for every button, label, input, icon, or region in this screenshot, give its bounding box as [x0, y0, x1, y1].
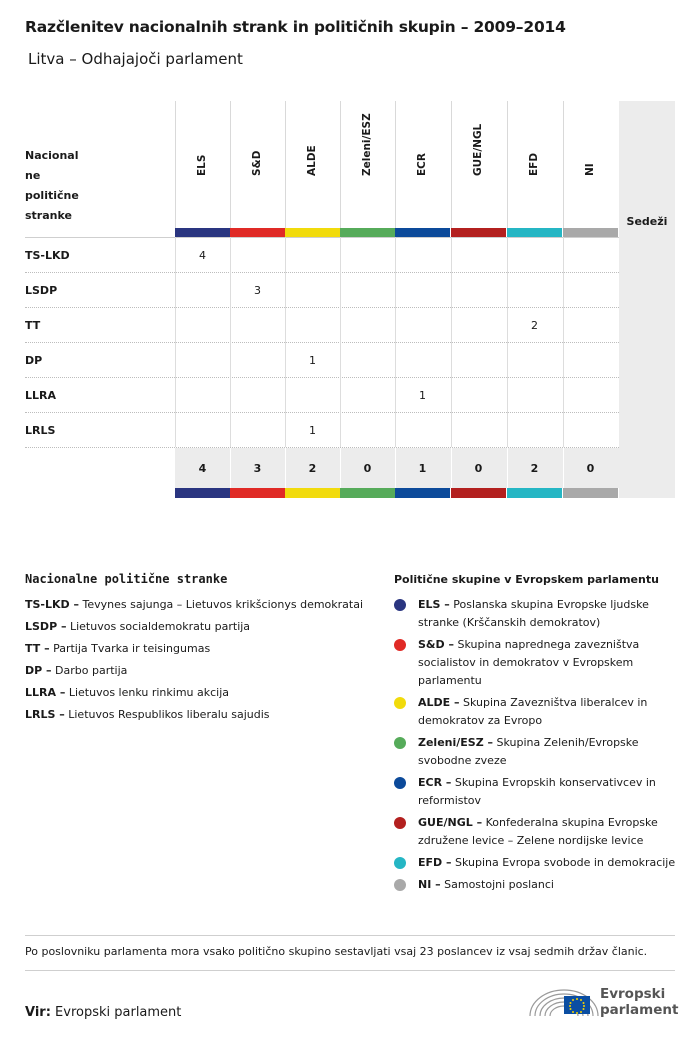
party-full-name: Tevynes sajunga – Lietuvos krikšcionys demokratai — [79, 598, 364, 611]
group-abbreviation: Zeleni/ESZ – — [418, 736, 494, 749]
group-legend-item — [394, 694, 684, 730]
group-color-bar-bottom — [451, 488, 506, 498]
party-row-label: LSDP — [25, 284, 58, 297]
party-full-name: Partija Tvarka ir teisingumas — [49, 642, 211, 655]
party-row-label: TT — [25, 319, 41, 332]
column-divider — [285, 237, 286, 447]
row-divider — [25, 377, 675, 378]
column-divider — [340, 237, 341, 447]
party-row-label: LRLS — [25, 424, 56, 437]
group-color-bar-bottom — [563, 488, 618, 498]
party-legend-item — [25, 686, 229, 699]
row-divider — [25, 412, 675, 413]
group-abbreviation: EFD – — [418, 856, 452, 869]
group-color-bar — [507, 228, 562, 237]
column-divider — [230, 448, 231, 488]
group-legend-item — [394, 854, 684, 872]
party-abbreviation: LLRA – — [25, 686, 66, 699]
divider — [25, 935, 675, 936]
column-divider — [395, 237, 396, 447]
row-divider — [25, 342, 675, 343]
group-color-dot — [394, 697, 406, 709]
group-abbreviation: NI – — [418, 878, 441, 891]
party-abbreviation: TT – — [25, 642, 50, 655]
column-divider — [451, 237, 452, 447]
group-color-bar-bottom — [285, 488, 340, 498]
party-abbreviation: LSDP – — [25, 620, 67, 633]
column-divider — [230, 237, 231, 447]
group-color-bar — [395, 228, 450, 237]
group-full-name: Skupina Evropskih konservativcev in reformistov — [418, 776, 656, 807]
group-column-label: NI — [584, 163, 596, 176]
party-row-label: TS-LKD — [25, 249, 70, 262]
group-column-label: EFD — [528, 152, 540, 176]
group-full-name: Skupina Evropa svobode in demokracije — [451, 856, 676, 869]
party-row-label: DP — [25, 354, 43, 367]
group-total-cell: 2 — [530, 462, 539, 475]
group-full-name: Samostojni poslanci — [440, 878, 554, 891]
group-color-dot — [394, 639, 406, 651]
group-total-cell: 3 — [253, 462, 262, 475]
group-abbreviation: ELS – — [418, 598, 450, 611]
group-color-bar — [451, 228, 506, 237]
group-color-dot — [394, 857, 406, 869]
group-color-bar-bottom — [507, 488, 562, 498]
group-column-label: ECR — [416, 153, 428, 176]
group-color-bar — [340, 228, 395, 237]
divider — [25, 970, 675, 971]
group-column-label: GUE/NGL — [472, 123, 484, 176]
column-divider — [175, 237, 176, 447]
group-total-cell: 4 — [198, 462, 207, 475]
group-color-bar — [285, 228, 340, 237]
group-total-cell: 0 — [474, 462, 483, 475]
seats-column-background — [619, 101, 675, 498]
group-column-label: ELS — [196, 154, 208, 176]
group-color-dot — [394, 777, 406, 789]
group-column-label: ALDE — [306, 145, 318, 176]
party-legend-item — [25, 620, 250, 633]
group-color-bar-bottom — [230, 488, 285, 498]
footnote: Po poslovniku parlamenta mora vsako politično skupino sestavljati vsaj 23 poslancev iz vsaj sedmih držav članic. — [25, 945, 648, 958]
column-divider — [451, 448, 452, 488]
group-color-dot — [394, 599, 406, 611]
group-column-header — [285, 101, 340, 228]
national-parties-legend-title: Nacionalne politične stranke — [25, 572, 228, 586]
group-full-name: Skupina Zelenih/Evropske svobodne zveze — [418, 736, 639, 767]
column-divider — [340, 448, 341, 488]
party-abbreviation: DP – — [25, 664, 52, 677]
group-column-header — [175, 101, 230, 228]
party-abbreviation: LRLS – — [25, 708, 65, 721]
group-color-dot — [394, 737, 406, 749]
group-color-dot — [394, 879, 406, 891]
row-divider — [25, 272, 675, 273]
group-color-bar-bottom — [340, 488, 395, 498]
group-total-cell: 2 — [308, 462, 317, 475]
group-legend-item — [394, 774, 684, 810]
party-full-name: Lietuvos Respublikos liberalu sajudis — [64, 708, 270, 721]
group-full-name: Poslanska skupina Evropske ljudske stranke (Krščanskih demokratov) — [418, 598, 649, 629]
group-column-header — [395, 101, 450, 228]
party-row-label: LLRA — [25, 389, 57, 402]
group-total-cell: 0 — [363, 462, 372, 475]
page-subtitle: Litva – Odhajajoči parlament — [28, 50, 243, 68]
group-legend-item — [394, 636, 684, 690]
group-abbreviation: ALDE – — [418, 696, 460, 709]
group-column-header — [340, 101, 395, 228]
party-legend-item — [25, 598, 363, 611]
group-full-name: Skupina Zavezništva liberalcev in demokratov za Evropo — [418, 696, 648, 727]
seat-count-cell: 1 — [309, 354, 316, 367]
group-color-bar — [563, 228, 618, 237]
seat-count-cell: 2 — [531, 319, 538, 332]
seats-column-header: Sedeži — [626, 215, 668, 228]
seat-count-cell: 4 — [199, 249, 206, 262]
column-divider — [507, 237, 508, 447]
column-divider — [563, 448, 564, 488]
column-divider — [563, 237, 564, 447]
group-legend-item — [394, 814, 684, 850]
row-divider — [25, 307, 675, 308]
group-column-header — [230, 101, 285, 228]
seat-count-cell: 1 — [419, 389, 426, 402]
party-abbreviation: TS-LKD – — [25, 598, 79, 611]
group-full-name: Konfederalna skupina Evropske združene levice – Zelene nordijske levice — [418, 816, 658, 847]
group-total-cell: 1 — [418, 462, 427, 475]
group-color-bar-bottom — [175, 488, 230, 498]
group-column-header — [451, 101, 506, 228]
logo-wordmark: Evropski parlament — [600, 986, 679, 1018]
group-total-cell: 0 — [586, 462, 595, 475]
group-full-name: Skupina naprednega zavezništva socialistov in demokratov v Evropskem parlamentu — [418, 638, 640, 687]
seat-count-cell: 1 — [309, 424, 316, 437]
party-column-header: Nacional ne politične stranke — [25, 149, 79, 222]
group-color-bar — [230, 228, 285, 237]
political-groups-legend-title: Politične skupine v Evropskem parlamentu — [394, 573, 659, 586]
group-column-header — [563, 101, 618, 228]
page-title: Razčlenitev nacionalnih strank in političnih skupin – 2009–2014 — [25, 18, 566, 36]
group-column-label: Zeleni/ESZ — [361, 113, 373, 176]
source: Vir: Evropski parlament — [25, 1005, 182, 1020]
seat-count-cell: 3 — [254, 284, 261, 297]
group-abbreviation: S&D – — [418, 638, 454, 651]
group-legend-item — [394, 596, 684, 632]
column-divider — [507, 448, 508, 488]
group-color-bar-bottom — [395, 488, 450, 498]
row-divider — [25, 237, 675, 238]
party-full-name: Darbo partija — [51, 664, 128, 677]
party-legend-item — [25, 664, 127, 677]
group-legend-item — [394, 876, 684, 894]
group-abbreviation: ECR – — [418, 776, 452, 789]
column-divider — [285, 448, 286, 488]
group-color-dot — [394, 817, 406, 829]
party-full-name: Lietuvos lenku rinkimu akcija — [65, 686, 230, 699]
party-legend-item — [25, 642, 210, 655]
group-abbreviation: GUE/NGL – — [418, 816, 483, 829]
group-column-label: S&D — [251, 150, 263, 176]
group-color-bar — [175, 228, 230, 237]
party-full-name: Lietuvos socialdemokratu partija — [66, 620, 251, 633]
party-legend-item — [25, 708, 270, 721]
group-legend-item — [394, 734, 684, 770]
group-column-header — [507, 101, 562, 228]
column-divider — [395, 448, 396, 488]
